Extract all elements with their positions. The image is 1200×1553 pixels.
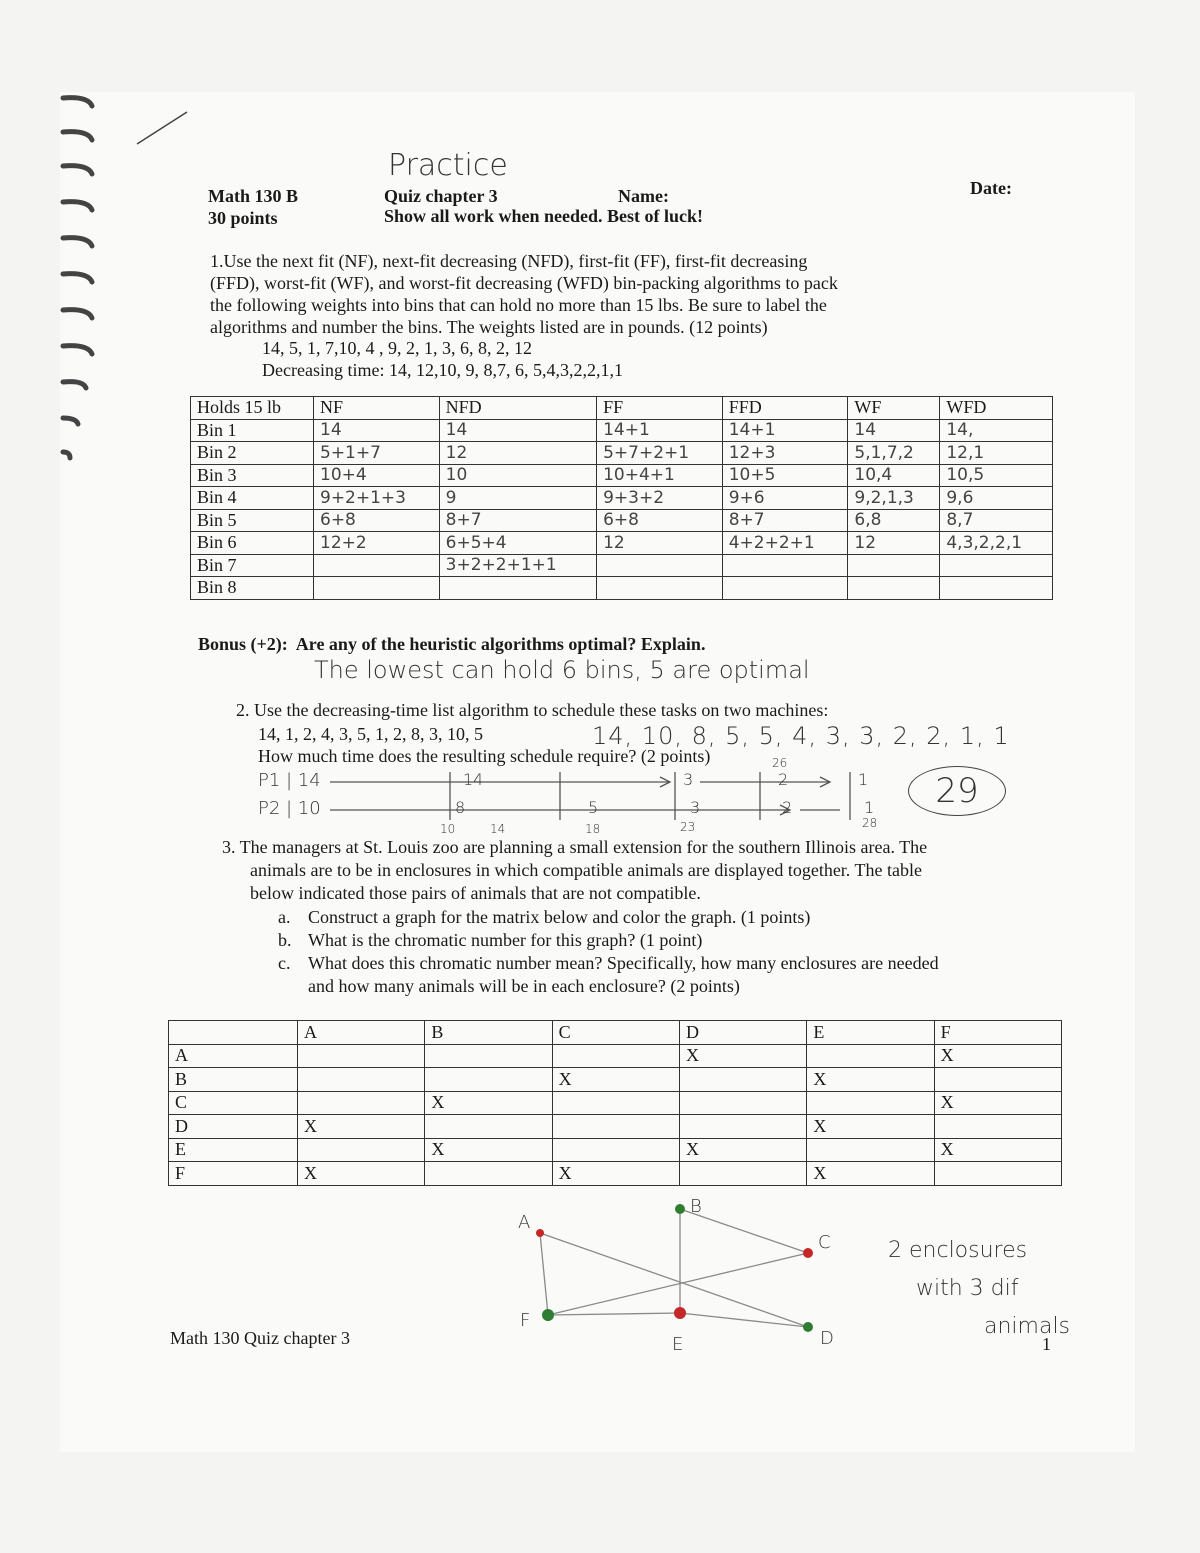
- table-cell: 10,5: [940, 464, 1053, 487]
- q1-line: the following weights into bins that can hold no more than 15 lbs. Be sure to label the: [210, 295, 827, 315]
- date-label: Date:: [970, 178, 1012, 198]
- row-header: B: [169, 1068, 298, 1092]
- table-cell: X: [934, 1138, 1061, 1162]
- table-cell: [722, 554, 848, 577]
- node-label-d: D: [820, 1328, 834, 1349]
- table-cell: 6+5+4: [439, 532, 596, 555]
- column-header: D: [679, 1021, 806, 1045]
- bin-label: Bin 6: [191, 532, 314, 555]
- table-cell: [425, 1162, 552, 1186]
- node-label-a: A: [518, 1212, 531, 1233]
- q2-answer: 29: [908, 766, 1006, 816]
- q1-text: [210, 250, 838, 338]
- table-cell: 14: [314, 419, 440, 442]
- table-row: [169, 1115, 1062, 1139]
- column-header: NFD: [439, 397, 596, 420]
- table-cell: [679, 1091, 806, 1115]
- bin-label: Bin 1: [191, 419, 314, 442]
- table-cell: X: [934, 1091, 1061, 1115]
- table-cell: [298, 1044, 425, 1068]
- node-label-c: C: [818, 1232, 831, 1253]
- q1-line: (FFD), worst-fit (WF), and worst-fit decreasing (WFD) bin-packing algorithms to pack: [210, 273, 838, 293]
- table-cell: 9+6: [722, 487, 848, 510]
- table-cell: X: [934, 1044, 1061, 1068]
- table-cell: X: [807, 1068, 934, 1092]
- table-row: [169, 1091, 1062, 1115]
- table-row: [191, 442, 1053, 465]
- p1-task: 1: [858, 770, 869, 789]
- note-line: 2 enclosures: [888, 1238, 1028, 1263]
- table-cell: 9: [439, 487, 596, 510]
- table-cell: [722, 577, 848, 600]
- time-mark: 10: [440, 822, 456, 836]
- table-row: [169, 1138, 1062, 1162]
- table-row: [191, 509, 1053, 532]
- table-cell: 10,4: [848, 464, 940, 487]
- q2-time-question: How much time does the resulting schedule require? (2 points): [258, 746, 711, 766]
- table-row: [191, 487, 1053, 510]
- column-header: NF: [314, 397, 440, 420]
- table-cell: 8,7: [940, 509, 1053, 532]
- q2-tasks: 14, 1, 2, 4, 3, 5, 1, 2, 8, 3, 10, 5: [258, 724, 483, 744]
- table-cell: 12,1: [940, 442, 1053, 465]
- node-label-e: E: [672, 1334, 684, 1355]
- table-cell: X: [807, 1162, 934, 1186]
- column-header: F: [934, 1021, 1061, 1045]
- table-cell: 12: [597, 532, 723, 555]
- p2-task: 2: [782, 798, 793, 817]
- practice-label: Practice: [388, 148, 508, 183]
- table-cell: [298, 1138, 425, 1162]
- table-cell: 6+8: [597, 509, 723, 532]
- table-cell: 4+2+2+1: [722, 532, 848, 555]
- table-cell: [298, 1068, 425, 1092]
- table-header-row: [191, 397, 1053, 420]
- q3-item: and how many animals will be in each enclosure? (2 points): [308, 976, 740, 996]
- table-cell: 12: [848, 532, 940, 555]
- q1-decreasing: Decreasing time: 14, 12,10, 9, 8,7, 6, 5,4,3,2,2,1,1: [262, 360, 623, 380]
- p1-label: P1 | 14: [258, 770, 321, 791]
- table-cell: X: [807, 1115, 934, 1139]
- bin-label: Bin 7: [191, 554, 314, 577]
- table-cell: [679, 1068, 806, 1092]
- bin-label: Bin 4: [191, 487, 314, 510]
- table-row: [169, 1044, 1062, 1068]
- p1-task: 2: [778, 770, 789, 789]
- bin-label: Bin 2: [191, 442, 314, 465]
- row-header: D: [169, 1115, 298, 1139]
- table-cell: 14,: [940, 419, 1053, 442]
- bin-label: Bin 3: [191, 464, 314, 487]
- table-cell: X: [425, 1138, 552, 1162]
- time-mark: 18: [585, 822, 601, 836]
- table-cell: [807, 1044, 934, 1068]
- bonus-answer: The lowest can hold 6 bins, 5 are optimal: [314, 656, 810, 684]
- row-header: A: [169, 1044, 298, 1068]
- table-cell: X: [679, 1044, 806, 1068]
- graph-node-b: [675, 1204, 685, 1214]
- table-cell: [425, 1115, 552, 1139]
- table-row: [169, 1162, 1062, 1186]
- note-line: with 3 dif: [916, 1276, 1019, 1301]
- p2-task: 3: [690, 798, 701, 817]
- table-cell: X: [425, 1091, 552, 1115]
- table-cell: [597, 554, 723, 577]
- table-row: [191, 554, 1053, 577]
- row-header: E: [169, 1138, 298, 1162]
- graph-answer-note: [888, 1232, 1070, 1346]
- table-cell: 5,1,7,2: [848, 442, 940, 465]
- table-cell: 5+7+2+1: [597, 442, 723, 465]
- table-cell: X: [298, 1162, 425, 1186]
- time-mark: 26: [772, 756, 788, 770]
- footer-title: Math 130 Quiz chapter 3: [170, 1328, 350, 1348]
- table-cell: [425, 1044, 552, 1068]
- column-header: A: [298, 1021, 425, 1045]
- column-header: WFD: [940, 397, 1053, 420]
- table-row: [191, 464, 1053, 487]
- graph-edge: [540, 1233, 548, 1315]
- bin-label: Bin 8: [191, 577, 314, 600]
- table-cell: [807, 1138, 934, 1162]
- table-row: [169, 1068, 1062, 1092]
- bonus-question: Bonus (+2): Are any of the heuristic algorithms optimal? Explain.: [198, 634, 706, 654]
- p1-task: 14: [463, 770, 484, 789]
- time-mark: 14: [490, 822, 506, 836]
- table-cell: 6,8: [848, 509, 940, 532]
- table-cell: 8+7: [439, 509, 596, 532]
- column-header: [169, 1021, 298, 1045]
- table-cell: [807, 1091, 934, 1115]
- q3-items: [278, 906, 939, 998]
- table-cell: 9+2+1+3: [314, 487, 440, 510]
- table-cell: 14+1: [597, 419, 723, 442]
- table-cell: 14: [439, 419, 596, 442]
- table-cell: 10+4+1: [597, 464, 723, 487]
- table-row: [191, 419, 1053, 442]
- table-cell: [298, 1091, 425, 1115]
- column-header: FFD: [722, 397, 848, 420]
- table-cell: X: [679, 1138, 806, 1162]
- instructions: Show all work when needed. Best of luck!: [384, 206, 704, 226]
- table-cell: [314, 554, 440, 577]
- compatibility-graph: [500, 1195, 860, 1355]
- table-cell: 9,6: [940, 487, 1053, 510]
- graph-node-c: [803, 1248, 813, 1258]
- q3-line: below indicated those pairs of animals that are not compatible.: [250, 883, 701, 903]
- q3-item: a. Construct a graph for the matrix below and color the graph. (1 points): [278, 907, 811, 927]
- note-line: animals: [984, 1314, 1071, 1339]
- table-cell: 10+5: [722, 464, 848, 487]
- table-cell: [848, 554, 940, 577]
- column-header: FF: [597, 397, 723, 420]
- column-header: C: [552, 1021, 679, 1045]
- table-cell: 5+1+7: [314, 442, 440, 465]
- table-cell: 14: [848, 419, 940, 442]
- q1-line: algorithms and number the bins. The weights listed are in pounds. (12 points): [210, 317, 768, 337]
- node-label-b: B: [690, 1196, 702, 1217]
- table-cell: [552, 1091, 679, 1115]
- column-header: WF: [848, 397, 940, 420]
- schedule-arrows: [320, 768, 900, 828]
- table-cell: [940, 554, 1053, 577]
- graph-edge: [548, 1313, 680, 1315]
- table-cell: [552, 1138, 679, 1162]
- table-cell: 6+8: [314, 509, 440, 532]
- table-cell: [439, 577, 596, 600]
- node-label-f: F: [520, 1310, 531, 1331]
- column-header: E: [807, 1021, 934, 1045]
- table-cell: X: [298, 1115, 425, 1139]
- q3-intro: [222, 836, 927, 905]
- q1-weights: 14, 5, 1, 7,10, 4 , 9, 2, 1, 3, 6, 8, 2, 12: [262, 338, 532, 358]
- table-cell: [934, 1068, 1061, 1092]
- table-cell: 8+7: [722, 509, 848, 532]
- table-header-row: [169, 1021, 1062, 1045]
- graph-edge: [548, 1253, 808, 1315]
- p2-task: 8: [455, 798, 466, 817]
- spiral-binding: [58, 92, 98, 492]
- table-cell: 12+2: [314, 532, 440, 555]
- q3-line: animals are to be in enclosures in which compatible animals are displayed together. The table: [250, 860, 922, 880]
- table-row: [191, 577, 1053, 600]
- table-cell: [314, 577, 440, 600]
- table-cell: 14+1: [722, 419, 848, 442]
- table-cell: [425, 1068, 552, 1092]
- time-mark: 23: [680, 820, 696, 834]
- table-cell: [679, 1162, 806, 1186]
- table-cell: [679, 1115, 806, 1139]
- table-cell: 9+3+2: [597, 487, 723, 510]
- table-cell: 12+3: [722, 442, 848, 465]
- table-cell: 3+2+2+1+1: [439, 554, 596, 577]
- graph-node-f: [542, 1309, 554, 1321]
- graph-node-e: [674, 1307, 686, 1319]
- table-cell: 4,3,2,2,1: [940, 532, 1053, 555]
- q3-line: 3. The managers at St. Louis zoo are planning a small extension for the southern Illinois area. The: [222, 837, 928, 857]
- table-cell: [934, 1115, 1061, 1139]
- q1-line: 1.Use the next fit (NF), next-fit decreasing (NFD), first-fit (FF), first-fit decreasing: [210, 251, 808, 271]
- p2-task: 5: [588, 798, 599, 817]
- page-number: 1: [1042, 1334, 1051, 1354]
- table-cell: 9,2,1,3: [848, 487, 940, 510]
- p2-task: 1: [864, 798, 875, 817]
- table-cell: X: [552, 1068, 679, 1092]
- table-cell: [597, 577, 723, 600]
- points-label: 30 points: [208, 208, 278, 228]
- course-label: Math 130 B: [208, 186, 298, 206]
- quiz-title: Quiz chapter 3: [384, 186, 498, 206]
- bin-packing-table: [190, 396, 1053, 600]
- table-cell: 10: [439, 464, 596, 487]
- table-cell: [552, 1044, 679, 1068]
- table-cell: [848, 577, 940, 600]
- pen-mark: [135, 108, 195, 148]
- row-header: F: [169, 1162, 298, 1186]
- compatibility-matrix: [168, 1020, 1062, 1186]
- q3-item: b. What is the chromatic number for this graph? (1 point): [278, 930, 703, 950]
- p2-label: P2 | 10: [258, 798, 321, 819]
- graph-node-d: [803, 1322, 813, 1332]
- table-row: [191, 532, 1053, 555]
- table-cell: [934, 1162, 1061, 1186]
- table-cell: X: [552, 1162, 679, 1186]
- time-mark: 28: [862, 816, 878, 830]
- q3-item: c. What does this chromatic number mean? Specifically, how many enclosures are needed: [278, 953, 939, 973]
- table-cell: 10+4: [314, 464, 440, 487]
- p1-task: 3: [683, 770, 694, 789]
- graph-node-a: [536, 1229, 544, 1237]
- name-label: Name:: [618, 186, 669, 206]
- table-cell: [940, 577, 1053, 600]
- q2-question: 2. Use the decreasing-time list algorithm to schedule these tasks on two machines:: [236, 700, 829, 720]
- q2-sorted-tasks: 14, 10, 8, 5, 5, 4, 3, 3, 2, 2, 1, 1: [592, 722, 1010, 750]
- column-header: B: [425, 1021, 552, 1045]
- column-header: Holds 15 lb: [191, 397, 314, 420]
- table-cell: [552, 1115, 679, 1139]
- row-header: C: [169, 1091, 298, 1115]
- table-cell: 12: [439, 442, 596, 465]
- bin-label: Bin 5: [191, 509, 314, 532]
